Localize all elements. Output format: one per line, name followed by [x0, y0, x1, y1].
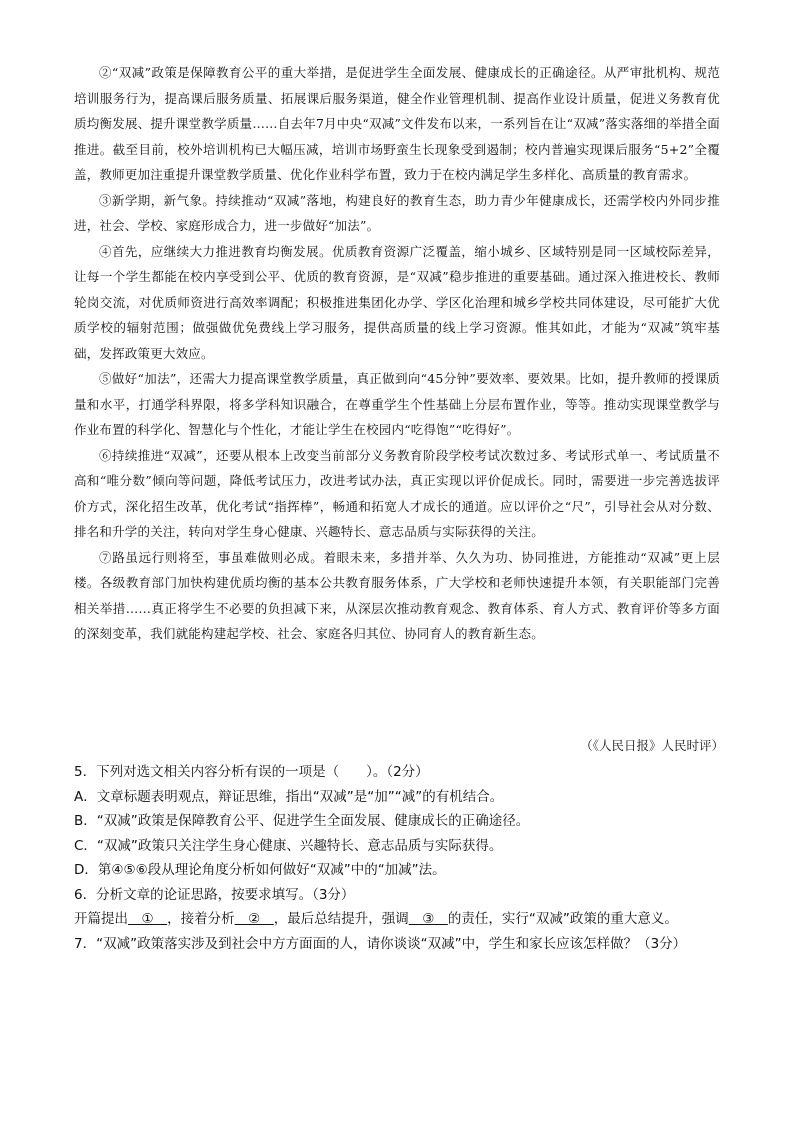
question-6-text-b: ，接着分析: [167, 911, 235, 927]
paragraph-3: ③新学期，新气象。持续推动“双减”落地，构建良好的教育生态，助力青少年健康成长，还需学校内外同步推进，社会、学校、家庭形成合力，进一步做好“加法”。: [74, 192, 720, 233]
question-7-stem: 7．“双减”政策落实涉及到社会中方方面面的人，请你谈谈“双减”中，学生和家长应该怎样做？（3分）: [74, 935, 687, 952]
paragraph-2: ②“双减”政策是保障教育公平的重大举措，是促进学生全面发展、健康成长的正确途径。从严审批机构、规范培训服务行为，提高课后服务质量、拓展课后服务渠道，健全作业管理机制、提高作业设计质量，促进义务教育优质均衡发展、提升课堂教学质量……自去年7月中央“双减”文件发布以来，一系列旨在让“双减”落实落细的举措全面推进。截至目前，校外培训机构已大幅压减，培训市场野蛮生长现象受到遏制；校内普遍实现课后服务“5+2”全覆盖，教师更加注重提升课堂教学质量、优化作业科学布置，致力于在校内满足学生多样化、高质量的教育需求。: [74, 65, 720, 182]
question-6-blank-3: ③: [408, 911, 448, 927]
question-6-stem: 6．分析文章的论证思路，按要求填写。（3分）: [74, 886, 355, 903]
question-5-option-c: C．“双减”政策只关注学生身心健康、兴趣特长、意志品质与实际获得。: [74, 837, 503, 854]
question-5-option-a: A．文章标题表明观点，辩证思维，指出“双减”是“加”“减”的有机结合。: [74, 788, 504, 805]
question-6-blank-1: ①: [128, 911, 168, 927]
paragraph-5: ⑤做好“加法”，还需大力提高课堂教学质量，真正做到向“45分钟”要效率、要效果。比如，提升教师的授课质量和水平，打通学科界限，将多学科知识融合，在尊重学生个性基础上分层布置作业，等等。推动实现课堂教学与作业布置的科学化、智慧化与个性化，才能让学生在校园内“吃得饱”“吃得好”。: [74, 371, 720, 437]
question-5-stem: 5．下列对选文相关内容分析有误的一项是（ ）。（2分）: [74, 764, 429, 780]
question-6-text-d: 的责任，实行“双减”政策的重大意义。: [447, 911, 678, 927]
paragraph-4: ④首先，应继续大力推进教育均衡发展。优质教育资源广泛覆盖，缩小城乡、区域特别是同一区域校际差异，让每一个学生都能在校内享受到公平、优质的教育资源，是“双减”稳步推进的重要基础。通过深入推进校长、教师轮岗交流，对优质师资进行高效率调配；积极推进集团化办学、学区化治理和城乡学校共同体建设，尽可能扩大优质学校的辐射范围；做强做优免费线上学习服务，提供高质量的线上学习资源。惟其如此，才能为“双减”筑牢基础，发挥政策更大效应。: [74, 243, 720, 361]
article-source: （《人民日报》人民时评）: [580, 738, 724, 753]
paragraph-6: ⑥持续推进“双减”，还要从根本上改变当前部分义务教育阶段学校考试次数过多、考试形式单一、考试质量不高和“唯分数”倾向等问题，降低考试压力，改进考试办法，真正实现以评价促成长。同时，需要进一步完善选拔评价方式，深化招生改革，优化考试“指挥棒”，畅通和拓宽人才成长的通道。应以评价之“尺”，引导社会从对分数、排名和升学的关注，转向对学生身心健康、兴趣特长、意志品质与实际获得的关注。: [74, 447, 720, 539]
question-6-text-a: 开篇提出: [74, 911, 128, 927]
question-6-fill-line: [74, 907, 726, 932]
paragraph-7: ⑦路虽远行则将至，事虽难做则必成。着眼未来，多措并举、久久为功、协同推进，方能推动“双减”更上层楼。各级教育部门加快构建优质均衡的基本公共教育服务体系，广大学校和老师快速提升本领，有关职能部门完善相关举措……真正将学生不必要的负担减下来，从深层次推动教育观念、教育体系、育人方式、教育评价等多方面的深刻变革，我们就能构建起学校、社会、家庭各归其位、协同育人的教育新生态。: [74, 549, 720, 641]
article-body: [74, 60, 720, 647]
question-6-text-c: ，最后总结提升，强调: [273, 911, 409, 927]
questions-section: [74, 760, 726, 956]
question-6-blank-2: ②: [234, 911, 274, 927]
question-5-option-b: B．“双减”政策是保障教育公平、促进学生全面发展、健康成长的正确途径。: [74, 813, 530, 829]
question-5-option-d: D．第④⑤⑥段从理论角度分析如何做好“双减”中的“加减”法。: [74, 862, 446, 878]
